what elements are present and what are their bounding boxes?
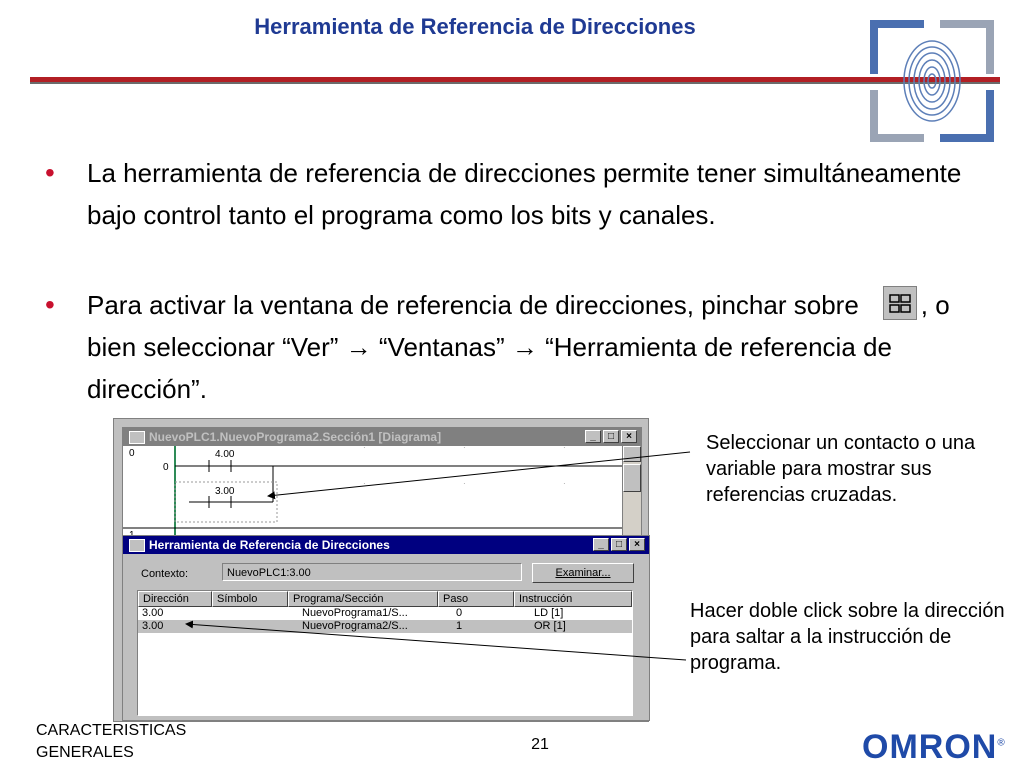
bullet-dot: •	[45, 157, 55, 188]
slide-title: Herramienta de Referencia de Direcciones	[254, 14, 696, 39]
svg-text:·: ·	[563, 479, 566, 488]
column-header-instruction[interactable]: Instrucción	[514, 591, 632, 607]
column-header-address[interactable]: Dirección	[138, 591, 212, 607]
footer-section-label	[36, 720, 186, 764]
annotation-double-click: Hacer doble click sobre la dirección para saltar a la instrucción de programa.	[690, 600, 1005, 674]
maximize-button[interactable]: □	[611, 538, 627, 551]
bullet-1-text: La herramienta de referencia de direcciones permite tener simultáneamente bajo control tanto el programa como los bits y canales.	[87, 158, 962, 230]
cell-program: NuevoPrograma1/S...	[302, 607, 408, 619]
footer-line-2: GENERALES	[36, 744, 134, 761]
cell-step: 0	[456, 607, 463, 619]
cell-address: 3.00	[142, 620, 164, 632]
column-header-step[interactable]: Paso	[438, 591, 514, 607]
bullet-dot: •	[45, 289, 55, 320]
registered-mark: ®	[997, 737, 1006, 749]
svg-text:·: ·	[463, 479, 466, 488]
minimize-button[interactable]: _	[593, 538, 609, 551]
brand-name: OMRON	[862, 728, 998, 766]
arrow-to-contact	[268, 452, 690, 496]
svg-text:·: ·	[363, 479, 366, 488]
browse-button[interactable]: Examinar...	[532, 563, 634, 583]
contact-4-00-label: 4.00	[215, 449, 235, 460]
cell-program: NuevoPrograma2/S...	[302, 620, 408, 632]
footer-line-1: CARACTERISTICAS	[36, 722, 187, 739]
maximize-button[interactable]: □	[603, 430, 619, 443]
column-header-program[interactable]: Programa/Sección	[288, 591, 438, 607]
xref-window-title: Herramienta de Referencia de Direcciones	[149, 538, 390, 552]
cell-address: 3.00	[142, 607, 164, 619]
svg-text:·: ·	[563, 446, 566, 452]
cell-instruction: LD [1]	[534, 607, 564, 619]
column-header-symbol[interactable]: Símbolo	[212, 591, 288, 607]
close-button[interactable]: ×	[629, 538, 645, 551]
diagram-window-title: NuevoPLC1.NuevoPrograma2.Sección1 [Diagrama]	[149, 430, 442, 444]
contact-3-00-label: 3.00	[215, 486, 235, 497]
svg-text:·: ·	[363, 446, 366, 452]
cell-instruction: OR [1]	[534, 620, 566, 632]
page-number: 21	[531, 736, 549, 753]
context-input[interactable]: NuevoPLC1:3.00	[222, 563, 522, 581]
bullet-2-text-after: , o bien seleccionar “Ver” → “Ventanas” → “Herramienta de referencia de dirección”.	[87, 290, 950, 404]
step-number-0: 0	[163, 462, 169, 473]
omron-logo	[862, 728, 1006, 767]
minimize-button[interactable]: _	[585, 430, 601, 443]
annotation-select-contact: Seleccionar un contacto o una variable para mostrar sus referencias cruzadas.	[706, 432, 976, 506]
arrow-to-row	[186, 624, 686, 660]
bullet-2-text-before: Para activar la ventana de referencia de direcciones, pinchar sobre	[87, 290, 859, 320]
context-label: Contexto:	[141, 568, 189, 580]
rung-number-0: 0	[129, 448, 135, 459]
close-button[interactable]: ×	[621, 430, 637, 443]
cell-step: 1	[456, 620, 463, 632]
svg-text:·: ·	[463, 446, 466, 452]
